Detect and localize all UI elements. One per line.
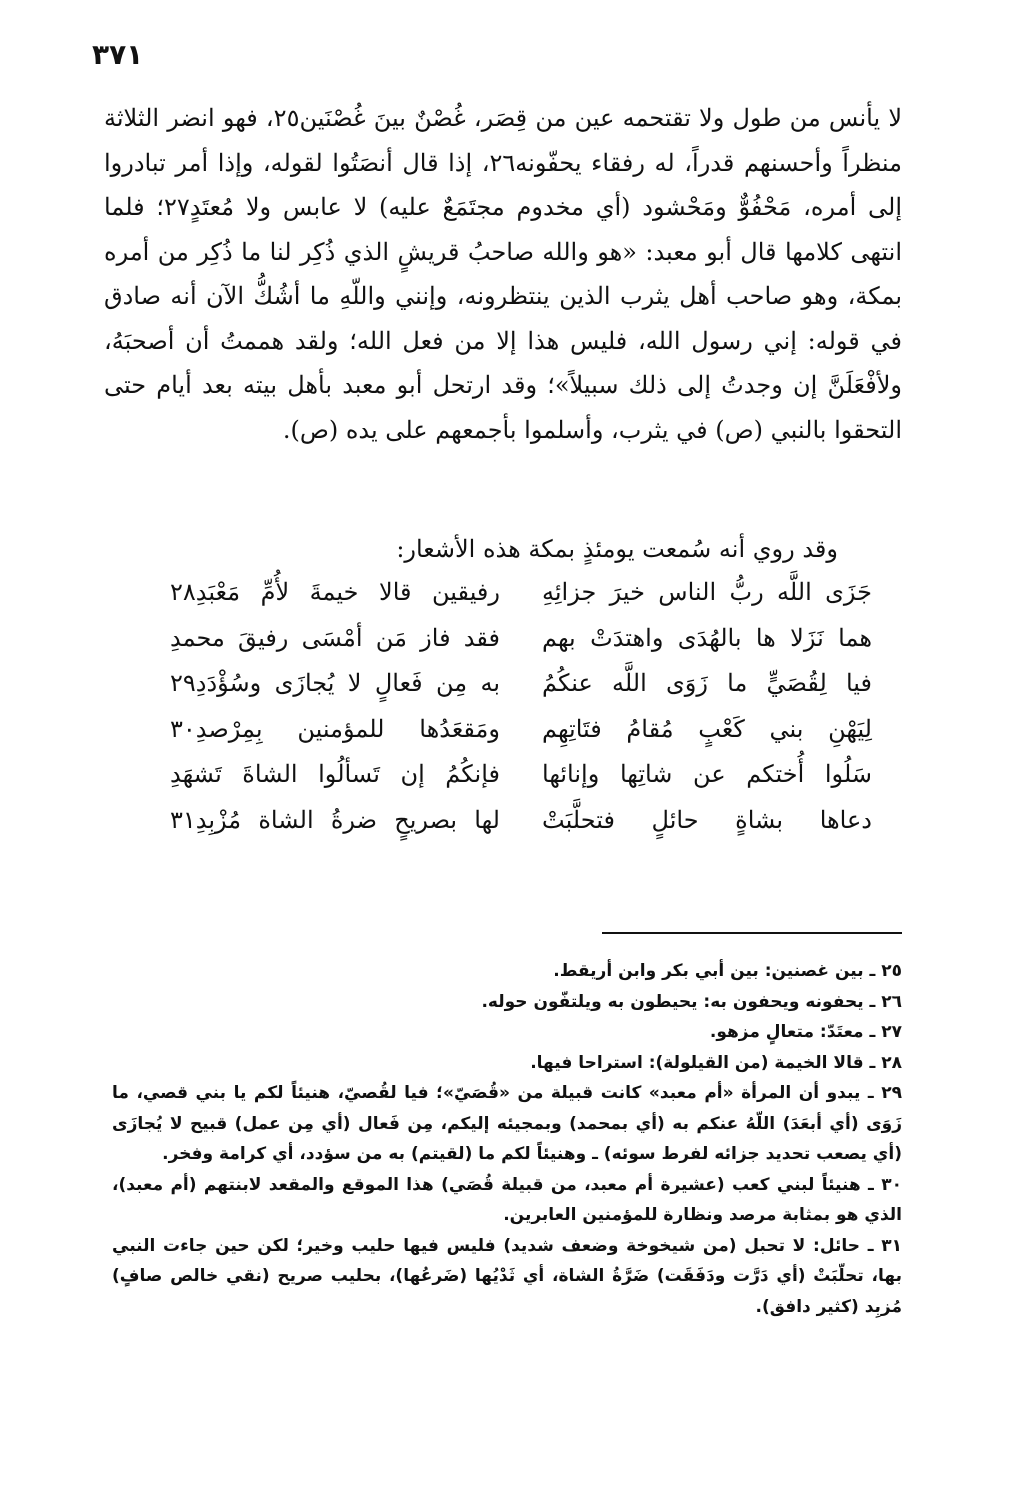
poem-intro: وقد روي أنه سُمعت يومئذٍ بمكة هذه الأشعار: (396, 535, 838, 563)
verse-second-hemistich: لها بصريحٍ ضرةُ الشاة مُزْبِدِ٣١ (170, 805, 500, 834)
verse-first-hemistich: سَلُوا أُختكم عن شاتِها وإنائها (542, 760, 872, 788)
page-number: ٣٧١ (92, 38, 144, 71)
poem-verse (170, 661, 872, 707)
footnote: ٣٠ ـ هنيئاً لبني كعب (عشيرة أم معبد، من قبيلة قُصَي) هذا الموقع والمقعد لابنتهم (أم معبد)، الذي هو بمثابة مرصد ونظارة للمؤمنين العابرين. (112, 1174, 902, 1225)
poem-verse (170, 798, 872, 844)
verse-second-hemistich: رفيقين قالا خيمةَ لأُمِّ مَعْبَدِ٢٨ (170, 578, 500, 606)
footnotes (112, 956, 902, 1322)
verse-first-hemistich: هما نَزَلا ها بالهُدَى واهتدَتْ بهم (542, 623, 872, 652)
poem-verse (170, 707, 872, 753)
verse-second-hemistich: ومَقعَدُها للمؤمنين بِمِرْصدِ٣٠ (170, 714, 500, 743)
footnote-separator (602, 932, 902, 934)
verse-first-hemistich: دعاها بشاةٍ حائلٍ فتحلَّبَتْ (542, 805, 872, 834)
verse-first-hemistich: جَزَى اللَّه ربُّ الناس خيرَ جزائِهِ (542, 578, 872, 606)
body-paragraph: لا يأنس من طول ولا تقتحمه عين من قِصَر، غُصْنٌ بينَ غُصْنَين٢٥، فهو انضر الثلاثة منظراً وأحسنهم قدراً، له رفقاء يحفّونه٢٦، إذا قال أنصَتُوا لقوله، وإذا أمر تبادروا إلى أمره، مَحْفُوٌّ ومَحْشود (أي مخدوم مجتَمَعٌ عليه) لا عابس ولا مُعتَدٍ٢٧؛ فلما انتهى كلامها قال أبو معبد: «هو والله صاحبُ قريشٍ الذي ذُكِر لنا ما ذُكِر من أمره بمكة، وهو صاحب أهل يثرب الذين ينتظرونه، وإنني واللّهِ ما أشُكُّ الآن أنه صادق في قوله: إني رسول الله، فليس هذا إلا من فعل الله؛ ولقد هممتُ أن أصحبَهُ، ولأفْعَلَنَّ إن وجدتُ إلى ذلك سبيلاً»؛ وقد ارتحل أبو معبد بأهل بيته بعد أيام حتى التحقوا بالنبي (ص) في يثرب، وأسلموا بأجمعهم على يده (ص). (104, 104, 903, 444)
poem-verse (170, 752, 872, 798)
footnote: ٢٩ ـ يبدو أن المرأة «أم معبد» كانت قبيلة من «قُصَيّ»؛ فيا لقُصيّ، هنيئاً لكم يا بني قصي، ما زَوَى (أي أبعَدَ) اللّهُ عنكم به (أي بمحمد) وبمجيئه إليكم، مِن فَعال (أي مِن عمل) قبيح لا يُجازَى (أي يصعب تحديد جزائه لفرط سوئه) ـ وهنيئاً لكم ما (لقيتم) به من سؤدد، أي كرامة وفخر. (112, 1083, 902, 1164)
footnote: ٣١ ـ حائل: لا تحبل (من شيخوخة وضعف شديد) فليس فيها حليب وخير؛ لكن حين جاءت النبي بها، تحلّبَتْ (أي دَرَّت ودَفَقَت) ضَرَّةُ الشاة، أي ثَدْيُها (ضَرعُها)، بحليب صريح (نقي خالص صافٍ) مُزبِد (كثير دافق). (112, 1235, 902, 1317)
verse-second-hemistich: فقد فاز مَن أمْسَى رفيقَ محمدِ (170, 623, 500, 652)
poem-verse (170, 616, 872, 662)
footnote: ٢٨ ـ قالا الخيمة (من القيلولة): استراحا فيها. (530, 1052, 902, 1073)
verse-first-hemistich: لِيَهْنِ بني كَعْبٍ مُقامُ فتَاتِهِم (542, 714, 872, 743)
footnote: ٢٦ ـ يحفونه ويحفون به: يحيطون به ويلتفّون حوله. (481, 991, 902, 1012)
verse-second-hemistich: به مِن فَعالٍ لا يُجازَى وسُؤْدَدِ٢٩ (170, 669, 500, 697)
poem-verse (170, 570, 872, 616)
verse-first-hemistich: فيا لِقُصَيٍّ ما زَوَى اللَّه عنكُمُ (542, 669, 872, 697)
footnote: ٢٥ ـ بين غصنين: بين أبي بكر وابن أريقط. (553, 961, 902, 981)
footnote: ٢٧ ـ معتَدّ: متعالٍ مزهو. (709, 1022, 902, 1042)
verse-second-hemistich: فإنكُمُ إن تَسألُوا الشاةَ تَشهَدِ (170, 760, 500, 788)
main-text (104, 96, 902, 452)
poem (170, 570, 872, 843)
